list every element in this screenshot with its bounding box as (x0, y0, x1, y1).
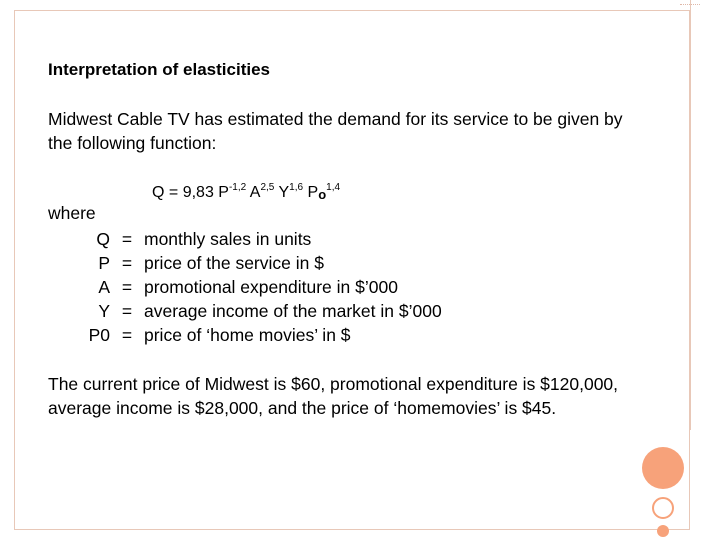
eq-a-exp: 2,5 (260, 182, 275, 193)
eq-po-var: P (307, 184, 319, 201)
definition-description: price of the service in $ (144, 253, 324, 273)
eq-equals: = (168, 184, 179, 201)
decorative-circle-small (657, 525, 669, 537)
definition-row (48, 275, 442, 299)
eq-y-var: Y (278, 184, 290, 201)
definitions-list (48, 227, 442, 347)
definition-equals: = (121, 325, 133, 345)
where-label: where (48, 203, 96, 223)
definition-symbol: A (98, 277, 110, 297)
eq-a-var: A (249, 184, 261, 201)
demand-equation (152, 182, 340, 202)
eq-constant: 9,83 (182, 184, 214, 201)
eq-p-exp: -1,2 (228, 182, 247, 193)
eq-po-exp: 1,4 (326, 182, 341, 193)
eq-y-exp: 1,6 (289, 182, 304, 193)
definition-equals: = (121, 229, 133, 249)
definition-equals: = (121, 277, 133, 297)
definition-equals: = (121, 301, 133, 321)
eq-lhs: Q (152, 184, 165, 201)
definition-description: monthly sales in units (144, 229, 312, 249)
eq-po-sub: o (318, 187, 327, 202)
definition-description: price of ‘home movies’ in $ (144, 325, 351, 345)
definition-description: average income of the market in $’000 (144, 301, 442, 321)
eq-p-var: P (218, 184, 229, 201)
definition-equals: = (121, 253, 133, 273)
decorative-vertical-line (690, 0, 691, 430)
closing-paragraph: The current price of Midwest is $60, promotional expenditure is $120,000, average income is $28,000, and the price of ‘homemovies’ is $45. (48, 374, 619, 418)
definition-row (48, 323, 442, 347)
definition-symbol: Y (98, 301, 110, 321)
definition-symbol: P0 (88, 325, 110, 345)
definition-row (48, 299, 442, 323)
decorative-circle-large (642, 447, 684, 489)
definition-row (48, 251, 442, 275)
slide-title: Interpretation of elasticities (48, 60, 270, 79)
definition-row (48, 227, 442, 251)
intro-text: Midwest Cable TV has estimated the demand for its service to be given by the following function: (48, 109, 623, 153)
decorative-dotted-line (680, 4, 700, 11)
definition-description: promotional expenditure in $’000 (144, 277, 398, 297)
definition-symbol: P (98, 253, 110, 273)
decorative-circle-ring (652, 497, 674, 519)
definition-symbol: Q (96, 229, 110, 249)
